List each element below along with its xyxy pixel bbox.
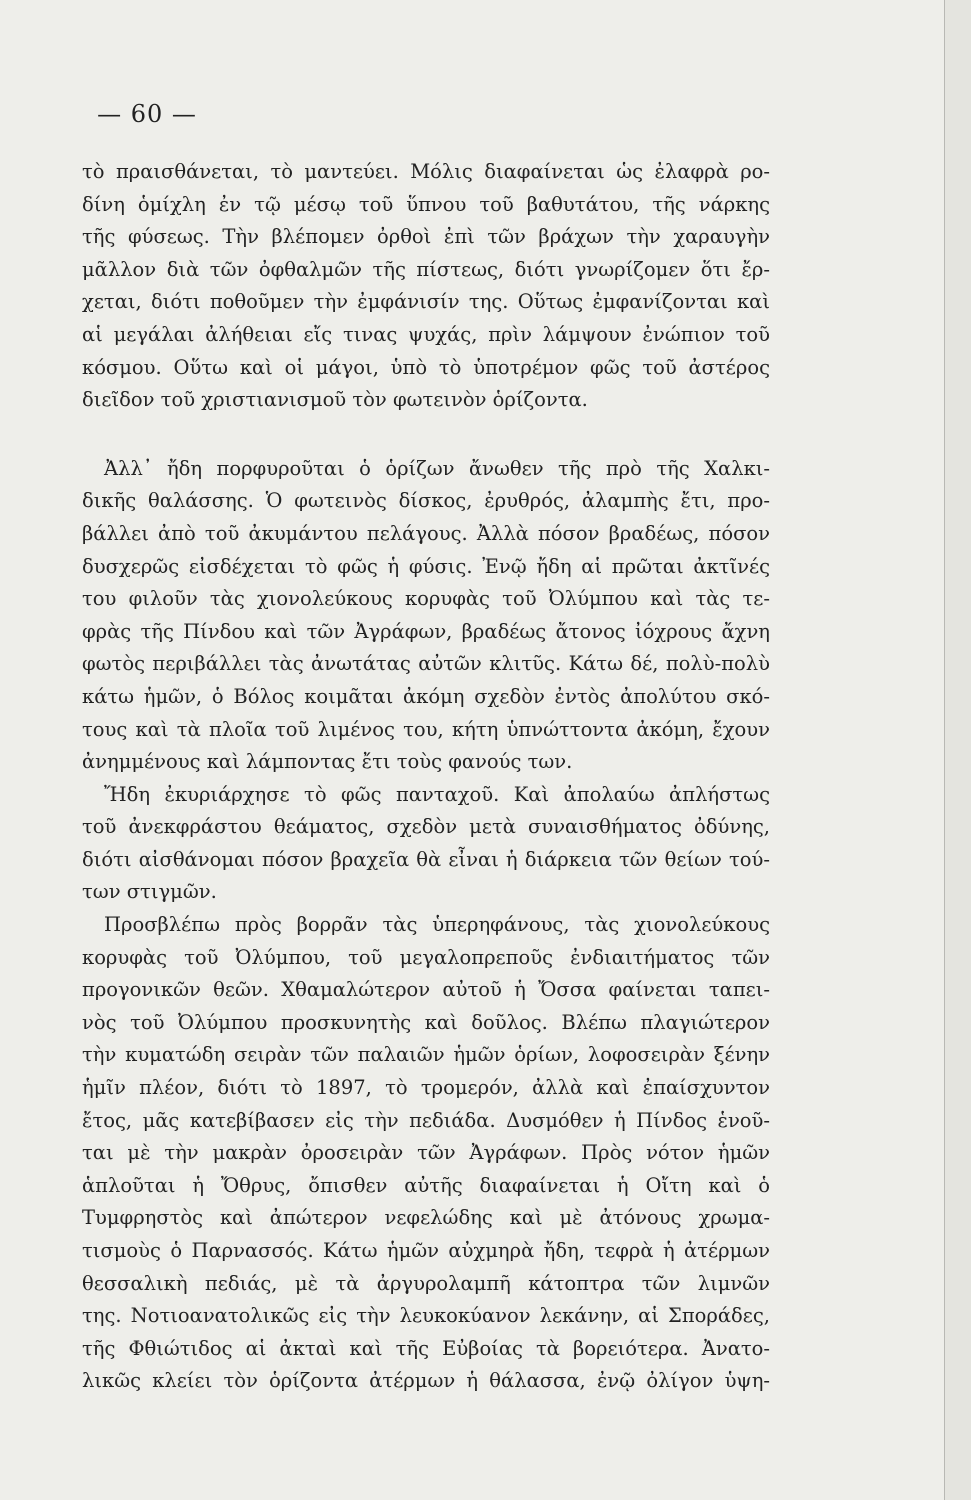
text-line: δικῆς θαλάσσης. Ὁ φωτεινὸς δίσκος, ἐρυθρός, ἀλαμπὴς ἔτι, προ- (82, 489, 770, 513)
text-line: θεσσαλικὴ πεδιάς, μὲ τὰ ἀργυρολαμπῆ κάτοπτρα τῶν λιμνῶν (82, 1271, 770, 1295)
text-line: φρὰς τῆς Πίνδου καὶ τῶν Ἀγράφων, βραδέως ἄτονος ἰόχρους ἄχνη (82, 619, 770, 643)
text-line: Προσβλέπω πρὸς βορρᾶν τὰς ὑπερηφάνους, τὰς χιονολεύκους (104, 913, 770, 937)
text-line: Ἤδη ἐκυριάρχησε τὸ φῶς πανταχοῦ. Καὶ ἀπολαύω ἀπλήστως (104, 782, 770, 806)
text-line: του φιλοῦν τὰς χιονολεύκους κορυφὰς τοῦ Ὀλύμπου καὶ τὰς τε- (82, 587, 770, 611)
text-line: ἔτος, μᾶς κατεβίβασεν εἰς τὴν πεδιάδα. Δυσμόθεν ἡ Πίνδος ἑνοῦ- (82, 1108, 770, 1132)
text-line: βάλλει ἀπὸ τοῦ ἀκυμάντου πελάγους. Ἀλλὰ πόσον βραδέως, πόσον (82, 521, 770, 545)
text-line: λικῶς κλείει τὸν ὁρίζοντα ἀτέρμων ἡ θάλασσα, ἐνῷ ὀλίγον ὑψη- (82, 1369, 770, 1393)
text-line: τῆς φύσεως. Τὴν βλέπομεν ὀρθοὶ ἐπὶ τῶν βράχων τὴν χαραυγὴν (82, 225, 770, 249)
text-line: διεῖδον τοῦ χριστιανισμοῦ τὸν φωτεινὸν ὁρίζοντα. (82, 388, 588, 412)
text-line: τῆς Φθιώτιδος αἱ ἀκταὶ καὶ τῆς Εὐβοίας τὰ βορειότερα. Ἀνατο- (82, 1336, 770, 1360)
text-line: Ἀλλ᾽ ἤδη πορφυροῦται ὁ ὁρίζων ἄνωθεν τῆς πρὸ τῆς Χαλκι- (104, 456, 770, 480)
body-text (82, 156, 770, 1398)
page-edge-line (944, 0, 945, 1500)
text-line: τισμοὺς ὁ Παρνασσός. Κάτω ἡμῶν αὐχμηρὰ ἤδη, τεφρὰ ἡ ἀτέρμων (82, 1239, 770, 1262)
text-line: ἁπλοῦται ἡ Ὄθρυς, ὄπισθεν αὐτῆς διαφαίνεται ἡ Οἴτη καὶ ὁ (82, 1173, 770, 1197)
text-line: προγονικῶν θεῶν. Χθαμαλώτερον αὐτοῦ ἡ Ὄσσα φαίνεται ταπει- (82, 978, 770, 1002)
text-line: κορυφὰς τοῦ Ὀλύμπου, τοῦ μεγαλοπρεποῦς ἐνδιαιτήματος τῶν (82, 945, 770, 969)
text-line: φωτὸς περιβάλλει τὰς ἀνωτάτας αὐτῶν κλιτῦς. Κάτω δέ, πολὺ-πολὺ (82, 652, 770, 676)
paragraph (82, 909, 770, 1398)
text-line: κάτω ἡμῶν, ὁ Βόλος κοιμᾶται ἀκόμη σχεδὸν ἐντὸς ἀπολύτου σκό- (82, 684, 770, 708)
text-line: ται μὲ τὴν μακρὰν ὀροσειρὰν τῶν Ἀγράφων. Πρὸς νότον ἡμῶν (82, 1141, 770, 1165)
text-line: αἱ μεγάλαι ἀλήθειαι εἴς τινας ψυχάς, πρὶν λάμψουν ἐνώπιον τοῦ (82, 322, 770, 346)
text-line: κόσμου. Οὕτω καὶ οἱ μάγοι, ὑπὸ τὸ ὑποτρέμον φῶς τοῦ ἀστέρος (82, 355, 770, 379)
paragraph (82, 156, 770, 417)
paragraph (82, 779, 770, 909)
text-line: τὸ πραισθάνεται, τὸ μαντεύει. Μόλις διαφαίνεται ὡς ἐλαφρὰ ρο- (82, 160, 770, 183)
text-line: δίνη ὁμίχλη ἐν τῷ μέσῳ τοῦ ὕπνου τοῦ βαθυτάτου, τῆς νάρκης (82, 192, 770, 216)
text-line: δυσχερῶς εἰσδέχεται τὸ φῶς ἡ φύσις. Ἐνῷ ἤδη αἱ πρῶται ἀκτῖνές (82, 554, 770, 578)
text-line: νὸς τοῦ Ὀλύμπου προσκυνητὴς καὶ δοῦλος. Βλέπω πλαγιώτερον (82, 1010, 770, 1034)
text-line: ἡμῖν πλέον, διότι τὸ 1897, τὸ τρομερόν, ἀλλὰ καὶ ἐπαίσχυντον (82, 1076, 770, 1100)
text-line: διότι αἰσθάνομαι πόσον βραχεῖα θὰ εἶναι ἡ διάρκεια τῶν θείων τού- (82, 847, 770, 871)
text-line: των στιγμῶν. (82, 880, 217, 904)
text-line: Τυμφρηστὸς καὶ ἀπώτερον νεφελώδης καὶ μὲ ἀτόνους χρωμα- (82, 1206, 770, 1230)
text-line: της. Νοτιοανατολικῶς εἰς τὴν λευκοκύανον λεκάνην, αἱ Σποράδες, (82, 1304, 770, 1328)
text-line: τους καὶ τὰ πλοῖα τοῦ λιμένος του, κήτη ὑπνώττοντα ἀκόμη, ἔχουν (82, 717, 770, 741)
text-line: μᾶλλον διὰ τῶν ὀφθαλμῶν τῆς πίστεως, διότι γνωρίζομεν ὅτι ἔρ- (82, 257, 770, 281)
text-line: τοῦ ἀνεκφράστου θεάματος, σχεδὸν μετὰ συναισθήματος ὀδύνης, (82, 815, 770, 839)
text-line: τὴν κυματώδη σειρὰν τῶν παλαιῶν ἡμῶν ὁρίων, λοφοσειρὰν ξένην (82, 1043, 770, 1067)
paragraph (82, 453, 770, 779)
page-number: — 60 — (97, 100, 197, 128)
text-line: χεται, διότι ποθοῦμεν τὴν ἐμφάνισίν της. Οὕτως ἐμφανίζονται καὶ (82, 290, 770, 314)
text-line: ἀνημμένους καὶ λάμποντας ἔτι τοὺς φανούς των. (82, 750, 573, 774)
page-edge-shadow (945, 0, 971, 1500)
paragraph-gap (82, 417, 770, 453)
